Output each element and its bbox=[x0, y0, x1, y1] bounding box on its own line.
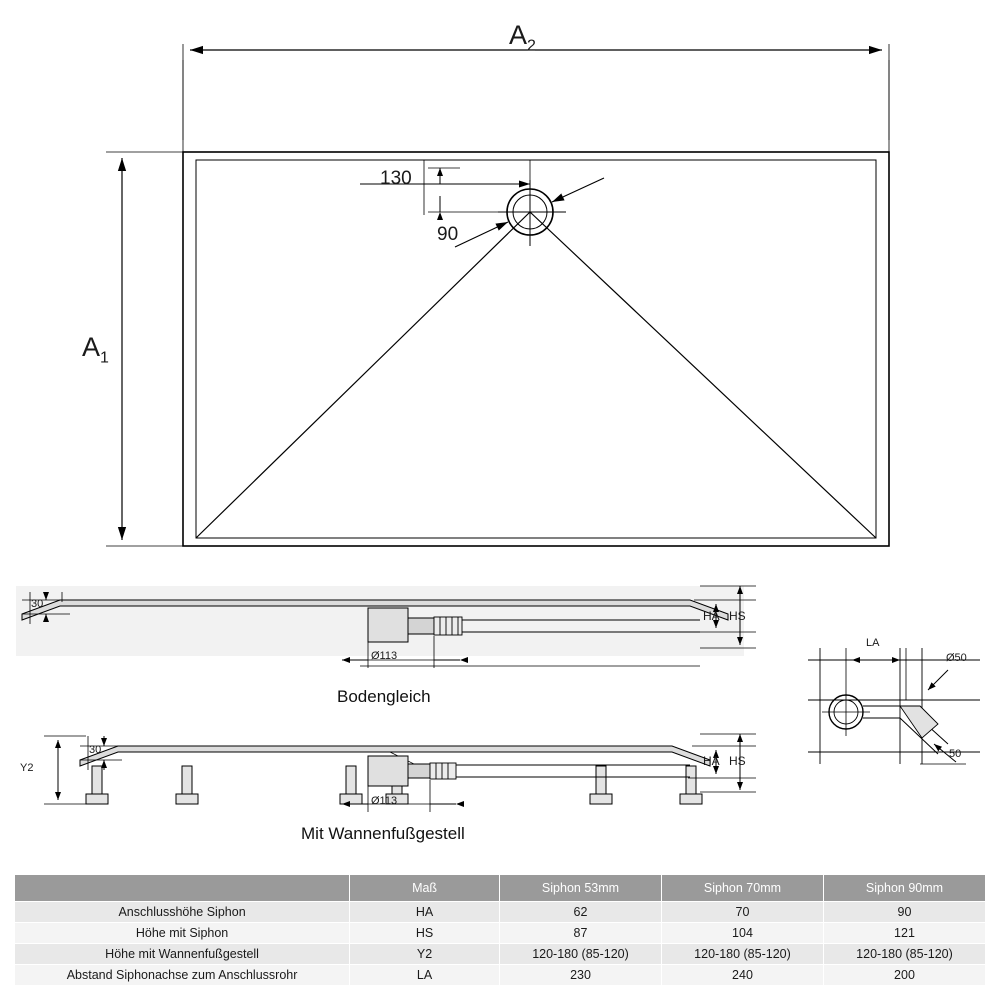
table-row bbox=[15, 923, 986, 944]
label-la: LA bbox=[866, 637, 880, 649]
row-siphon-90: 121 bbox=[823, 923, 985, 944]
label-offset-50: 50 bbox=[949, 748, 962, 760]
table-header-row bbox=[15, 875, 986, 902]
row-siphon-90: 90 bbox=[823, 902, 985, 923]
table-row bbox=[15, 902, 986, 923]
table-header-siphon-70: Siphon 70mm bbox=[661, 875, 823, 902]
row-label: Abstand Siphonachse zum Anschlussrohr bbox=[15, 965, 350, 986]
label-ha-floor-level: HA bbox=[703, 609, 720, 623]
row-siphon-53: 120-180 (85-120) bbox=[500, 944, 662, 965]
row-siphon-53: 87 bbox=[500, 923, 662, 944]
row-siphon-53: 230 bbox=[500, 965, 662, 986]
caption-wannenfussgestell: Mit Wannenfußgestell bbox=[301, 824, 465, 843]
label-outlet-diameter: Ø50 bbox=[946, 652, 967, 664]
label-edge-height-floor-level: 30 bbox=[31, 598, 44, 610]
label-hs-feet: HS bbox=[729, 754, 746, 768]
table-row bbox=[15, 944, 986, 965]
row-siphon-70: 70 bbox=[661, 902, 823, 923]
row-mass: Y2 bbox=[350, 944, 500, 965]
label-pipe-diameter-floor-level: Ø113 bbox=[371, 650, 398, 662]
label-hs-floor-level: HS bbox=[729, 609, 746, 623]
label-ha-feet: HA bbox=[703, 754, 720, 768]
row-label: Höhe mit Wannenfußgestell bbox=[15, 944, 350, 965]
table-header-mass: Maß bbox=[350, 875, 500, 902]
table-header-siphon-53: Siphon 53mm bbox=[500, 875, 662, 902]
table-header-blank bbox=[15, 875, 350, 902]
row-mass: HA bbox=[350, 902, 500, 923]
row-siphon-53: 62 bbox=[500, 902, 662, 923]
row-siphon-70: 104 bbox=[661, 923, 823, 944]
row-mass: LA bbox=[350, 965, 500, 986]
caption-bodengleich: Bodengleich bbox=[337, 687, 431, 706]
table-header-siphon-90: Siphon 90mm bbox=[823, 875, 985, 902]
spec-table bbox=[14, 874, 986, 986]
label-a1: $A_1$ bbox=[82, 332, 109, 367]
table-row bbox=[15, 965, 986, 986]
row-siphon-90: 120-180 (85-120) bbox=[823, 944, 985, 965]
row-siphon-70: 120-180 (85-120) bbox=[661, 944, 823, 965]
label-90: 90 bbox=[437, 224, 459, 245]
row-siphon-90: 200 bbox=[823, 965, 985, 986]
row-label: Höhe mit Siphon bbox=[15, 923, 350, 944]
row-label: Anschlusshöhe Siphon bbox=[15, 902, 350, 923]
label-130: 130 bbox=[380, 168, 412, 189]
row-siphon-70: 240 bbox=[661, 965, 823, 986]
label-y2: Y2 bbox=[20, 762, 34, 774]
label-edge-height-feet: 30 bbox=[89, 744, 102, 756]
label-a2: $A_2$ bbox=[509, 20, 536, 55]
row-mass: HS bbox=[350, 923, 500, 944]
label-pipe-diameter-feet: Ø113 bbox=[371, 795, 398, 807]
